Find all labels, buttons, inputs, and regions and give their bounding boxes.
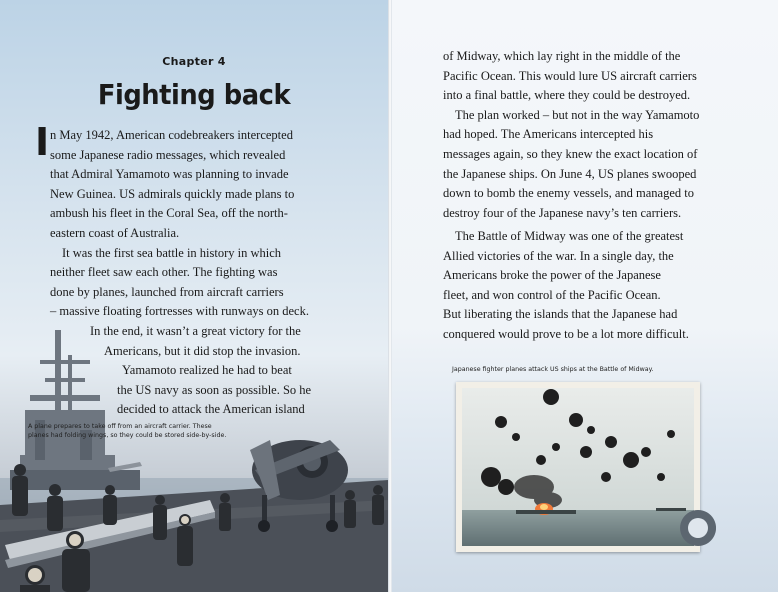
chapter-title: Fighting back [97, 78, 291, 111]
body-line: of Midway, which lay right in the middle of the [443, 49, 681, 63]
body-line: neither fleet saw each other. The fighting was [50, 265, 278, 280]
body-line: Pacific Ocean. This would lure US aircraft carriers [443, 68, 697, 83]
body-line: Yamamoto realized he had to beat [122, 363, 292, 378]
body-line: had hoped. The Americans intercepted his [443, 127, 654, 142]
body-line: Americans broke the power of the Japanese [443, 268, 661, 283]
body-line: Allied victories of the war. In a single day, the [443, 248, 674, 263]
body-line: the US navy as soon as possible. So he [117, 382, 312, 397]
body-line: messages again, so they knew the exact location of [443, 147, 698, 161]
body-line: But liberating the islands that the Japanese had [443, 307, 678, 322]
body-line: destroy four of the Japanese navy’s ten carriers. [443, 205, 682, 220]
body-line: some Japanese radio messages, which revealed [50, 147, 286, 162]
body-line: n May 1942, American codebreakers intercepted [50, 128, 293, 142]
body-line: the Japanese ships. On June 4, US planes swooped [443, 166, 697, 181]
plane-tail-fragment [676, 500, 716, 560]
battle-of-midway-image [456, 382, 700, 552]
body-line: decided to attack the American island [117, 402, 305, 417]
drop-cap: I [35, 120, 50, 164]
left-page [0, 0, 388, 592]
body-line: done by planes, launched from aircraft carriers [50, 284, 284, 299]
battle-photo [456, 382, 700, 552]
body-line: fleet, and won control of the Pacific Ocean. [443, 287, 661, 302]
body-line: that Admiral Yamamoto was planning to invade [50, 167, 289, 182]
body-line: ambush his fleet in the Coral Sea, off the north- [50, 206, 288, 221]
body-line: into a final battle, where they could be destroyed. [443, 88, 691, 103]
photo-caption-left: A plane prepares to take off from an aircraft carrier. These planes had folding wings, so they could be stored side-by-side. [28, 423, 227, 439]
body-line: Americans, but it did stop the invasion. [104, 343, 301, 358]
body-line: conquered would prove to be a lot more difficult. [443, 327, 689, 341]
photo-caption-right: Japanese fighter planes attack US ships at the Battle of Midway. [452, 366, 654, 373]
body-line: The plan worked – but not in the way Yamamoto [455, 107, 700, 122]
chapter-label: Chapter 4 [162, 55, 226, 68]
body-line: New Guinea. US admirals quickly made plans to [50, 186, 295, 201]
body-line: In the end, it wasn’t a great victory for the [90, 324, 301, 338]
body-line: – massive floating fortresses with runways on deck. [50, 304, 309, 319]
body-line: down to bomb the enemy vessels, and managed to [443, 186, 694, 201]
body-line: It was the first sea battle in history in which [62, 245, 282, 260]
body-line: The Battle of Midway was one of the greatest [455, 229, 684, 243]
body-line: eastern coast of Australia. [50, 226, 180, 240]
